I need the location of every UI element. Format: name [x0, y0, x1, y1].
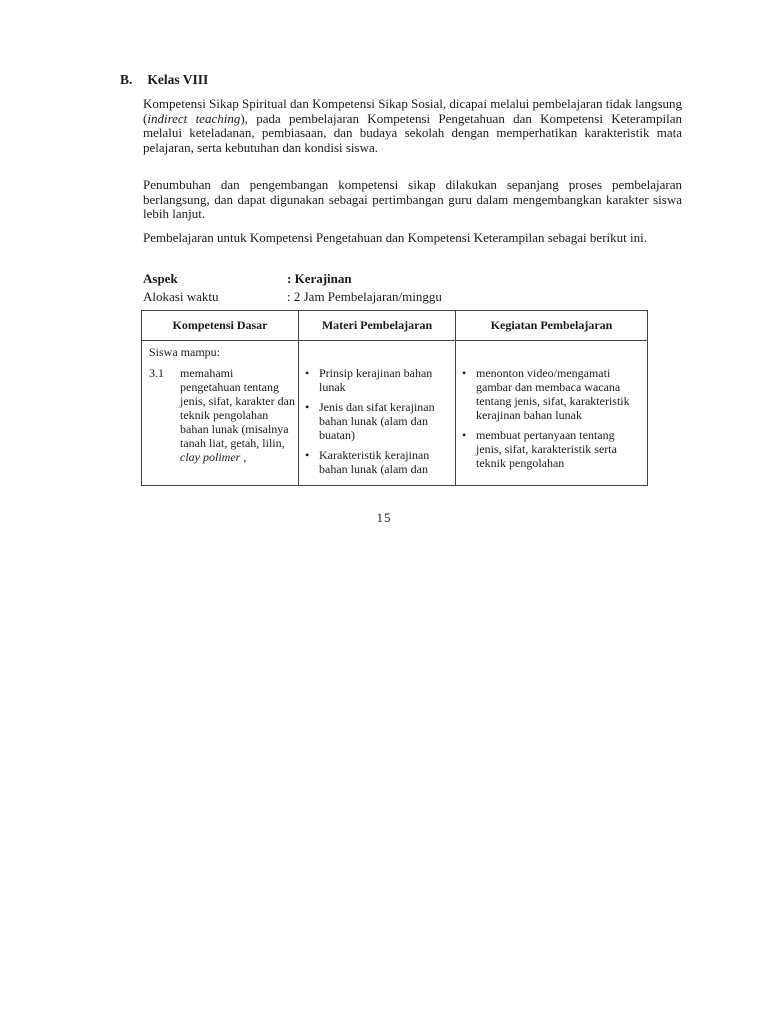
section-heading — [120, 72, 208, 88]
kd-number: 3.1 — [149, 366, 164, 380]
kegiatan-list — [462, 366, 640, 476]
bullet-icon: • — [305, 448, 310, 462]
paragraph-3: Pembelajaran untuk Kompetensi Pengetahuan dan Kompetensi Keterampilan sebagai berikut ini. — [143, 230, 647, 245]
section-number: B. — [120, 72, 133, 87]
materi-item-text: Prinsip kerajinan bahan lunak — [319, 366, 433, 394]
paragraph-2: Penumbuhan dan pengembangan kompetensi sikap dilakukan sepanjang proses pembelajaran berlangsung, dan dapat digunakan sebagai pertimbangan guru dalam mengembangkan karakter siswa lebih lanjut. — [143, 177, 682, 222]
kd-text-a: memahami pengetahuan tentang jenis, sifat, karakter dan teknik pengolahan bahan lunak (misalnya tanah liat, getah, lilin, — [180, 366, 295, 450]
bullet-icon: • — [305, 366, 310, 380]
materi-item-text: Karakteristik kerajinan bahan lunak (alam dan — [319, 448, 430, 476]
section-title: Kelas VIII — [147, 72, 209, 87]
cell-materi — [299, 341, 456, 486]
paragraph-1-text-a: Kompetensi Sikap Spiritual dan Kompetensi Sikap Sosial, dicapai melalui pembelajaran tidak langsung ( — [143, 96, 682, 126]
alokasi-value: : 2 Jam Pembelajaran/minggu — [287, 289, 442, 304]
bullet-icon: • — [305, 400, 310, 414]
list-item — [462, 366, 640, 422]
cell-kompetensi-dasar — [142, 341, 299, 486]
alokasi-label: Alokasi waktu — [143, 289, 219, 304]
list-item — [305, 448, 451, 476]
header-kompetensi-dasar: Kompetensi Dasar — [142, 311, 299, 341]
header-kegiatan-pembelajaran: Kegiatan Pembelajaran — [456, 311, 648, 341]
paragraph-1-italic: indirect teaching — [147, 110, 241, 126]
paragraph-1 — [143, 97, 682, 156]
kegiatan-item-text: membuat pertanyaan tentang jenis, sifat, karakteristik serta teknik pengolahan — [476, 428, 617, 470]
bullet-icon: • — [462, 428, 467, 442]
table-row — [142, 341, 648, 486]
materi-list — [305, 366, 451, 482]
header-materi-pembelajaran: Materi Pembelajaran — [299, 311, 456, 341]
aspek-label: Aspek — [143, 271, 178, 286]
aspek-value: : Kerajinan — [287, 271, 352, 286]
cell-kegiatan — [456, 341, 648, 486]
meta-alokasi — [143, 289, 442, 305]
kd-text — [180, 366, 296, 464]
list-item — [462, 428, 640, 470]
table-header-row — [142, 311, 648, 341]
kd-text-italic: clay polimer — [180, 450, 241, 464]
materi-item-text: Jenis dan sifat kerajinan bahan lunak (alam dan buatan) — [319, 400, 435, 442]
list-item — [305, 400, 451, 442]
meta-aspek — [143, 271, 352, 287]
bullet-icon: • — [462, 366, 467, 380]
kegiatan-item-text: menonton video/mengamati gambar dan membaca wacana tentang jenis, sifat, karakteristik kerajinan bahan lunak — [476, 366, 630, 422]
paragraph-1-text-b: ), pada pembelajaran Kompetensi Pengetahuan dan Kompetensi Keterampilan melalui keteladanan, pembiasaan, dan budaya sekolah dengan memperhatikan karakteristik mata pelajaran, serta kebutuhan dan kondisi siswa. — [143, 110, 683, 156]
competency-table — [141, 310, 648, 486]
page-number: 15 — [376, 510, 392, 525]
kd-intro: Siswa mampu: — [149, 345, 220, 359]
list-item — [305, 366, 451, 394]
kd-text-b: , — [240, 450, 247, 464]
